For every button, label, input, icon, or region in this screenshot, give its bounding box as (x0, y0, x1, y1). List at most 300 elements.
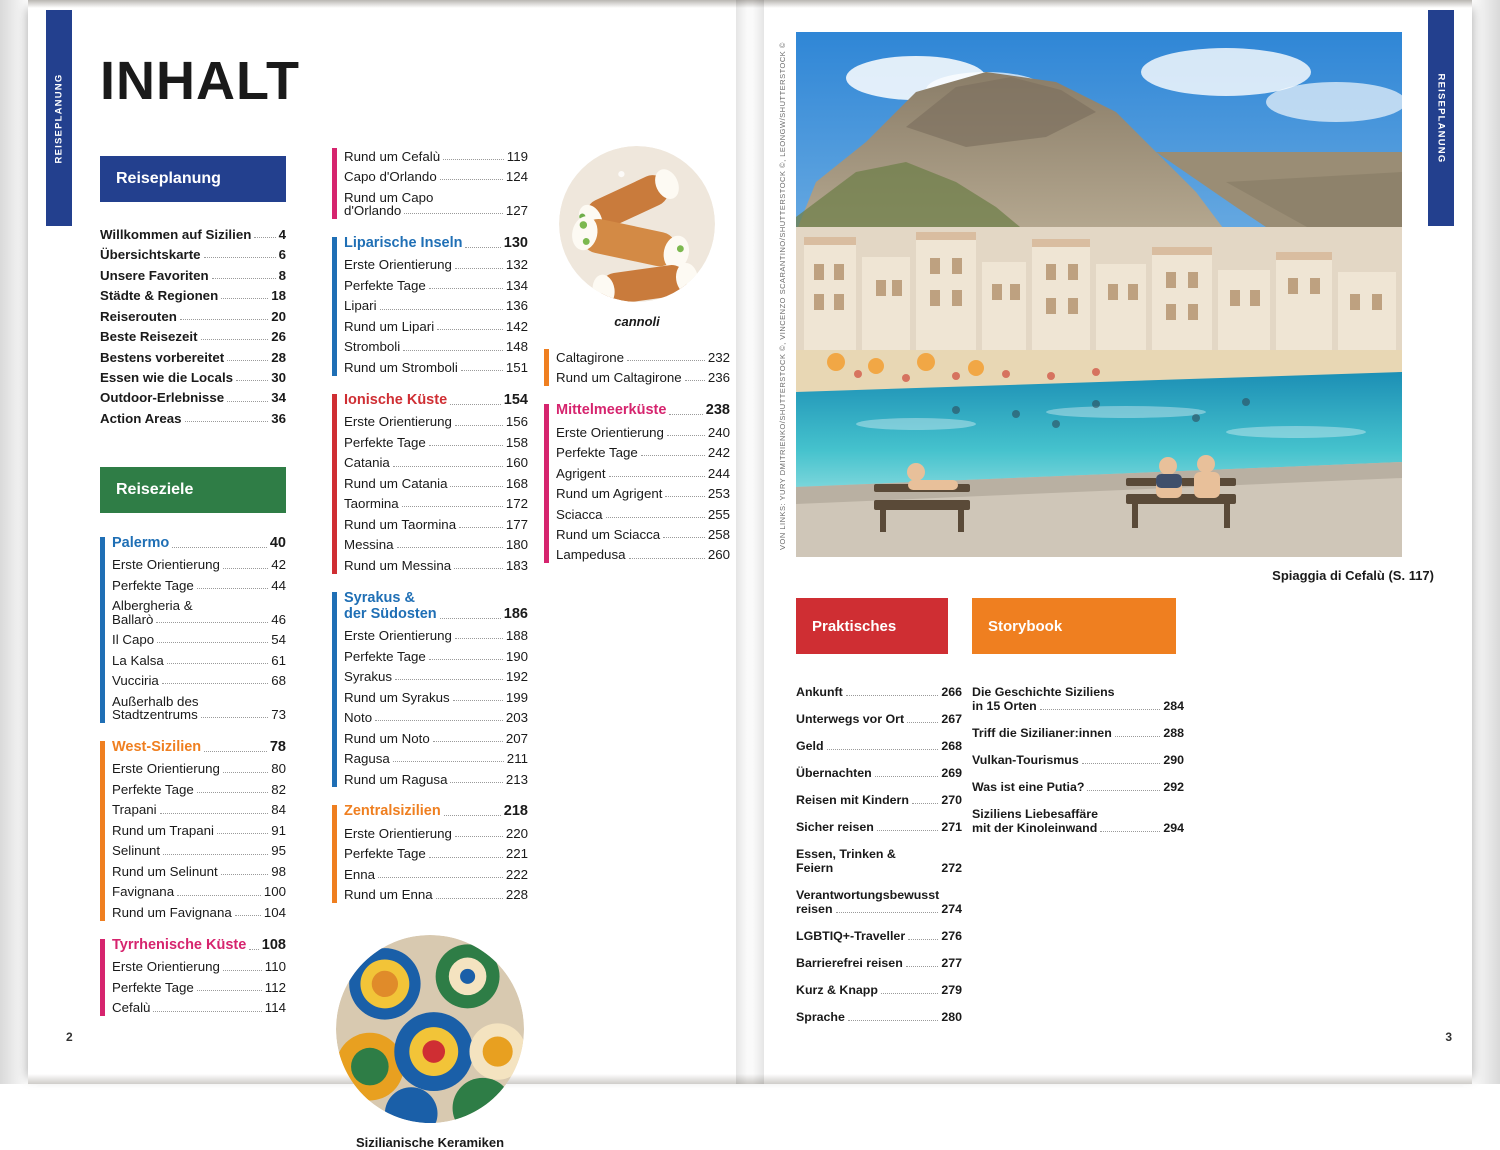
toc-entry-page: 136 (505, 298, 528, 314)
toc-entry[interactable] (100, 388, 286, 408)
toc-entry-page: 100 (263, 884, 286, 900)
toc-group (332, 392, 528, 576)
toc-entry[interactable] (344, 626, 528, 646)
toc-entry[interactable] (556, 367, 730, 387)
section-banner-reiseplanung: Reiseplanung (100, 156, 286, 202)
toc-entry[interactable] (112, 977, 286, 997)
toc-entry[interactable] (796, 881, 962, 922)
toc-entry[interactable] (344, 728, 528, 748)
leader-dots (163, 848, 268, 855)
group-color-bar (100, 741, 105, 921)
leader-dots (669, 408, 702, 415)
toc-entry-page: 292 (1163, 779, 1184, 794)
toc-entry-page: 221 (505, 846, 528, 862)
leader-dots (459, 521, 503, 528)
toc-group (544, 402, 730, 565)
toc-group-title-text: Mittelmeerküste (556, 401, 667, 418)
toc-entry-label: Lampedusa (556, 547, 626, 563)
toc-entry-label: Rund um Catania (344, 475, 448, 491)
toc-entry-label: Outdoor-Erlebnisse (100, 390, 225, 406)
toc-entry-page: 258 (707, 526, 730, 542)
leader-dots (201, 333, 269, 340)
toc-group-title[interactable] (112, 739, 286, 759)
section-banner-praktisches: Praktisches (796, 598, 948, 654)
toc-entry-page: 134 (505, 277, 528, 293)
toc-entry[interactable] (796, 976, 962, 1003)
toc-entry[interactable] (344, 885, 528, 905)
toc-entry-page: 84 (271, 802, 286, 818)
toc-entry[interactable] (112, 759, 286, 779)
toc-entry-page: 232 (707, 349, 730, 365)
toc-entry[interactable] (556, 483, 730, 503)
tyrrhenische-continuation (332, 146, 528, 221)
toc-entry-page: 104 (263, 904, 286, 920)
toc-entry-label: Rund um Stromboli (344, 359, 458, 375)
toc-entry[interactable] (100, 265, 286, 285)
leader-dots (217, 827, 268, 834)
storybook-list (972, 678, 1184, 841)
leader-dots (375, 714, 503, 721)
leader-dots (393, 755, 504, 762)
toc-entry-page: 290 (1163, 752, 1184, 767)
section-banner-reiseziele: Reiseziele (100, 467, 286, 513)
toc-entry[interactable] (972, 773, 1184, 800)
toc-entry[interactable] (344, 844, 528, 864)
toc-column-3 (544, 146, 730, 579)
toc-entry-label: Rund um Messina (344, 557, 452, 573)
leader-dots (453, 694, 503, 701)
group-color-bar (544, 404, 549, 563)
toc-entry-page: 236 (707, 370, 730, 386)
toc-entry[interactable] (112, 596, 286, 630)
toc-entry[interactable] (344, 707, 528, 727)
ceramics-caption: Sizilianische Keramiken (355, 1135, 505, 1150)
toc-entry-label-2: mit der Kinoleinwand (972, 820, 1098, 835)
toc-entry-label: La Kalsa (112, 652, 164, 668)
toc-entry-label: Rund um Caltagirone (556, 370, 682, 386)
leader-dots (429, 282, 503, 289)
toc-entry[interactable] (344, 769, 528, 789)
toc-entry-label: Syrakus (344, 669, 393, 685)
toc-entry[interactable] (344, 514, 528, 534)
toc-entry[interactable] (796, 1003, 962, 1030)
leader-dots (906, 960, 939, 967)
leader-dots (162, 677, 268, 684)
leader-dots (455, 419, 503, 426)
toc-entry[interactable] (112, 779, 286, 799)
zentralsizilien-continuation (544, 347, 730, 388)
toc-entry-label: Rund um Ragusa (344, 771, 448, 787)
toc-entry[interactable] (112, 882, 286, 902)
toc-entry[interactable] (344, 453, 528, 473)
toc-entry[interactable] (796, 840, 962, 881)
leader-dots (455, 262, 503, 269)
toc-entry-label: Rund um Trapani (112, 822, 214, 838)
toc-group-title[interactable] (112, 535, 286, 555)
toc-entry[interactable] (344, 187, 528, 221)
toc-entry[interactable] (344, 667, 528, 687)
toc-group-title-text: Tyrrhenische Küste (112, 936, 247, 953)
leader-dots (1087, 784, 1160, 791)
leader-dots (846, 689, 939, 696)
toc-entry[interactable] (344, 337, 528, 357)
toc-entry-label: Caltagirone (556, 349, 625, 365)
toc-group-title[interactable] (344, 803, 528, 823)
toc-group-page: 154 (503, 391, 528, 408)
leader-dots (881, 987, 938, 994)
toc-entry-label: Rund um Noto (344, 730, 430, 746)
toc-entry-label: Essen wie die Locals (100, 369, 234, 385)
toc-entry-page: 255 (707, 506, 730, 522)
toc-entry[interactable] (112, 555, 286, 575)
toc-entry-label: Il Capo (112, 632, 155, 648)
toc-entry-label: Favignana (112, 884, 175, 900)
right-page (764, 10, 1464, 1074)
toc-entry[interactable] (796, 949, 962, 976)
group-color-bar (100, 939, 105, 1016)
leader-dots (907, 716, 938, 723)
toc-entry[interactable] (344, 432, 528, 452)
toc-entry-label: Taormina (344, 496, 399, 512)
toc-group-title-text: West-Sizilien (112, 738, 202, 755)
toc-entry-page: 280 (941, 1009, 962, 1024)
toc-entry-page: 6 (278, 247, 286, 263)
toc-entry[interactable] (796, 922, 962, 949)
page-edge-right (1470, 0, 1500, 1084)
toc-entry[interactable] (344, 555, 528, 575)
toc-entry-label: Perfekte Tage (112, 781, 194, 797)
toc-entry[interactable] (112, 650, 286, 670)
toc-group-title[interactable] (344, 392, 528, 412)
toc-entry[interactable] (556, 422, 730, 442)
group-color-bar (100, 537, 105, 723)
leader-dots (455, 632, 503, 639)
toc-entry[interactable] (112, 998, 286, 1018)
toc-entry[interactable] (112, 820, 286, 840)
toc-entry-label: Was ist eine Putia? (972, 779, 1085, 794)
toc-entry-page: 110 (264, 959, 286, 975)
toc-entry-page: 82 (271, 781, 286, 797)
toc-entry-label: Rund um Capo (344, 189, 434, 205)
toc-entry-label: Perfekte Tage (112, 577, 194, 593)
toc-entry-label: Rund um Enna (344, 887, 433, 903)
leader-dots (461, 364, 503, 371)
toc-column-2 (332, 146, 528, 1150)
toc-entry-label: Enna (344, 866, 376, 882)
toc-entry-page: 168 (505, 475, 528, 491)
leader-dots (606, 511, 705, 518)
leader-dots (156, 616, 268, 623)
toc-entry-label: Selinunt (112, 843, 161, 859)
toc-entry[interactable] (344, 166, 528, 186)
leader-dots (227, 354, 268, 361)
leader-dots (185, 415, 269, 422)
toc-entry-page: 267 (941, 711, 962, 726)
page-title: INHALT (100, 51, 300, 111)
toc-entry-page: 151 (505, 359, 528, 375)
toc-entry[interactable] (796, 705, 962, 732)
toc-entry[interactable] (344, 255, 528, 275)
toc-entry-label: Perfekte Tage (344, 277, 426, 293)
toc-entry-label: Erste Orientierung (344, 628, 452, 644)
toc-entry-label: Erste Orientierung (112, 761, 220, 777)
leader-dots (455, 830, 503, 837)
toc-entry-label: Albergheria & (112, 598, 193, 614)
toc-entry-page: 98 (271, 863, 286, 879)
toc-entry-page: 142 (505, 318, 528, 334)
toc-entry-page: 271 (941, 819, 962, 834)
toc-group-title-line2: der Südosten (344, 605, 437, 622)
toc-group-title[interactable]: Syrakus & (344, 589, 415, 606)
toc-entry[interactable] (556, 347, 730, 367)
toc-entry-page: 269 (941, 765, 962, 780)
toc-entry[interactable] (112, 902, 286, 922)
leader-dots (663, 531, 705, 538)
cannoli-caption: cannoli (614, 314, 660, 329)
toc-entry[interactable] (972, 678, 1184, 719)
toc-entry[interactable] (100, 285, 286, 305)
toc-entry[interactable] (100, 408, 286, 428)
leader-dots (465, 241, 500, 248)
toc-entry[interactable] (344, 296, 528, 316)
leader-dots (167, 657, 268, 664)
leader-dots (836, 906, 939, 913)
toc-entry[interactable] (100, 347, 286, 367)
toc-entry-page: 183 (505, 557, 528, 573)
toc-entry-label: Sciacca (556, 506, 603, 522)
leader-dots (1100, 825, 1160, 832)
toc-entry-page: 73 (271, 706, 286, 722)
left-page-number: 2 (66, 1030, 73, 1044)
toc-group (332, 590, 528, 790)
toc-entry-label: Willkommen auf Sizilien (100, 226, 252, 242)
toc-entry-page: 127 (505, 202, 528, 218)
toc-entry-label-2: d'Orlando (344, 202, 402, 218)
leader-dots (627, 354, 705, 361)
toc-entry-label: Stromboli (344, 339, 401, 355)
toc-entry[interactable] (556, 504, 730, 524)
toc-group-title[interactable] (344, 235, 528, 255)
toc-group (100, 739, 286, 923)
toc-entry-page: 220 (505, 826, 528, 841)
toc-entry[interactable] (100, 367, 286, 387)
toc-entry-label: Kurz & Knapp (796, 982, 878, 997)
toc-entry-page: 148 (505, 339, 528, 355)
toc-entry[interactable] (344, 646, 528, 666)
toc-entry-label: Erste Orientierung (112, 557, 220, 573)
toc-entry-page: 199 (505, 689, 528, 705)
toc-entry-page: 276 (941, 928, 962, 943)
toc-entry-label: LGBTIQ+-Traveller (796, 928, 906, 943)
toc-entry-page: 80 (271, 761, 286, 777)
toc-entry-page: 18 (271, 288, 286, 304)
reiseplanung-list (100, 224, 286, 429)
toc-entry[interactable] (344, 316, 528, 336)
toc-entry-page: 279 (941, 982, 962, 997)
leader-dots (404, 207, 503, 214)
leader-dots (827, 743, 939, 750)
toc-entry[interactable] (100, 306, 286, 326)
leader-dots (433, 735, 503, 742)
toc-entry[interactable] (972, 719, 1184, 746)
leader-dots (667, 429, 705, 436)
leader-dots (197, 582, 268, 589)
toc-entry-label: Erste Orientierung (556, 424, 664, 440)
toc-entry[interactable] (344, 748, 528, 768)
toc-entry-page: 242 (707, 445, 730, 461)
toc-entry-label: Agrigent (556, 465, 606, 481)
leader-dots (450, 480, 502, 487)
toc-entry-page: 160 (505, 455, 528, 471)
toc-entry[interactable] (344, 687, 528, 707)
toc-entry-label: Erste Orientierung (344, 414, 452, 430)
toc-entry[interactable] (796, 759, 962, 786)
toc-entry[interactable] (112, 671, 286, 691)
toc-entry[interactable] (112, 957, 286, 977)
toc-entry-page: 260 (707, 547, 730, 563)
leader-dots (393, 460, 503, 467)
toc-entry-label: Erste Orientierung (344, 826, 452, 841)
toc-entry[interactable] (344, 357, 528, 377)
toc-entry[interactable] (972, 746, 1184, 773)
toc-entry-page: 8 (278, 267, 286, 283)
toc-entry-page: 114 (264, 1000, 286, 1016)
group-color-bar (332, 237, 337, 376)
leader-dots (235, 909, 261, 916)
leader-dots (223, 562, 268, 569)
leader-dots (609, 470, 705, 477)
leader-dots (444, 809, 501, 816)
toc-entry-page: 34 (271, 390, 286, 406)
toc-entry-page: 240 (707, 424, 730, 440)
toc-entry-page: 190 (505, 648, 528, 664)
toc-entry-page: 42 (271, 557, 286, 573)
toc-group-page: 78 (269, 738, 286, 755)
toc-group-title[interactable] (112, 937, 286, 957)
toc-entry-label: Außerhalb des (112, 693, 199, 709)
toc-entry-page: 180 (505, 537, 528, 553)
toc-entry-page: 284 (1163, 698, 1184, 713)
leader-dots (402, 500, 503, 507)
toc-entry[interactable] (112, 575, 286, 595)
toc-entry-page: 54 (271, 632, 286, 648)
toc-entry[interactable] (344, 864, 528, 884)
toc-entry-page: 277 (941, 955, 962, 970)
toc-entry[interactable] (100, 244, 286, 264)
leader-dots (454, 562, 503, 569)
hero-caption: Spiaggia di Cefalù (S. 117) (1272, 568, 1434, 583)
toc-entry-label: Perfekte Tage (344, 846, 426, 862)
toc-group (332, 235, 528, 378)
leader-dots (437, 323, 503, 330)
section-banner-storybook: Storybook (972, 598, 1176, 654)
toc-entry-label: Noto (344, 710, 373, 726)
toc-entry-label: Action Areas (100, 410, 182, 426)
toc-entry[interactable] (344, 146, 528, 166)
toc-entry[interactable] (112, 800, 286, 820)
toc-entry-label: Rund um Taormina (344, 516, 457, 532)
leader-dots (848, 1014, 938, 1021)
toc-entry[interactable] (796, 786, 962, 813)
toc-entry-page: 68 (271, 673, 286, 689)
toc-entry[interactable] (100, 326, 286, 346)
toc-entry-label: Übernachten (796, 765, 872, 780)
toc-entry-label: Rund um Syrakus (344, 689, 450, 705)
toc-entry[interactable] (100, 224, 286, 244)
toc-entry-page: 228 (505, 887, 528, 903)
toc-entry[interactable] (556, 545, 730, 565)
toc-group-title-2[interactable] (344, 606, 528, 626)
leader-dots (1115, 730, 1161, 737)
toc-entry[interactable] (112, 630, 286, 650)
toc-entry-label: Geld (796, 738, 824, 753)
leader-dots (440, 173, 503, 180)
toc-entry-label: Siziliens Liebesaffäre (972, 806, 1099, 821)
toc-entry[interactable] (112, 861, 286, 881)
toc-entry-page: 222 (505, 866, 528, 882)
toc-entry-page: 112 (264, 979, 286, 995)
tab-right-label: REISEPLANUNG (1435, 73, 1447, 163)
toc-entry-label: Rund um Agrigent (556, 486, 663, 502)
leader-dots (223, 766, 268, 773)
toc-entry[interactable] (972, 800, 1184, 841)
leader-dots (875, 770, 939, 777)
toc-entry[interactable] (796, 813, 962, 840)
toc-entry-page: 26 (271, 329, 286, 345)
toc-entry[interactable] (344, 473, 528, 493)
toc-entry[interactable] (796, 732, 962, 759)
toc-entry-label-2: Ballarò (112, 611, 154, 627)
toc-entry-label: Erste Orientierung (112, 959, 220, 975)
toc-entry-label: Perfekte Tage (344, 648, 426, 664)
toc-entry-page: 4 (278, 226, 286, 242)
group-color-bar (332, 805, 337, 903)
toc-entry[interactable] (112, 691, 286, 725)
toc-entry[interactable] (344, 535, 528, 555)
toc-entry-page: 91 (271, 822, 286, 838)
leader-dots (429, 439, 503, 446)
toc-entry[interactable] (344, 494, 528, 514)
toc-entry[interactable] (556, 524, 730, 544)
toc-entry[interactable] (344, 823, 528, 843)
toc-entry[interactable] (112, 841, 286, 861)
toc-entry[interactable] (556, 442, 730, 462)
toc-entry[interactable] (344, 275, 528, 295)
toc-entry-label: Rund um Lipari (344, 318, 435, 334)
toc-group-title-text: Zentralsizilien (344, 803, 441, 820)
toc-entry-page: 203 (505, 710, 528, 726)
toc-entry[interactable] (796, 678, 962, 705)
leader-dots (665, 490, 704, 497)
toc-entry-page: 36 (271, 410, 286, 426)
toc-group-title-text: Ionische Küste (344, 391, 448, 408)
toc-group-title[interactable] (556, 402, 730, 422)
toc-entry[interactable] (344, 412, 528, 432)
toc-entry-label: Ragusa (344, 751, 390, 767)
toc-entry-page: 132 (505, 257, 528, 273)
toc-entry-page: 253 (707, 486, 730, 502)
toc-entry-label: Sicher reisen (796, 819, 874, 834)
toc-entry-label: Vulkan-Tourismus (972, 752, 1079, 767)
toc-entry-page: 274 (941, 901, 962, 916)
toc-entry[interactable] (556, 463, 730, 483)
leader-dots (450, 398, 501, 405)
toc-group (100, 937, 286, 1018)
left-page (60, 10, 750, 1150)
toc-entry-label: Lipari (344, 298, 377, 314)
toc-entry-page: 270 (941, 792, 962, 807)
toc-entry-label-2: reisen (796, 901, 833, 916)
